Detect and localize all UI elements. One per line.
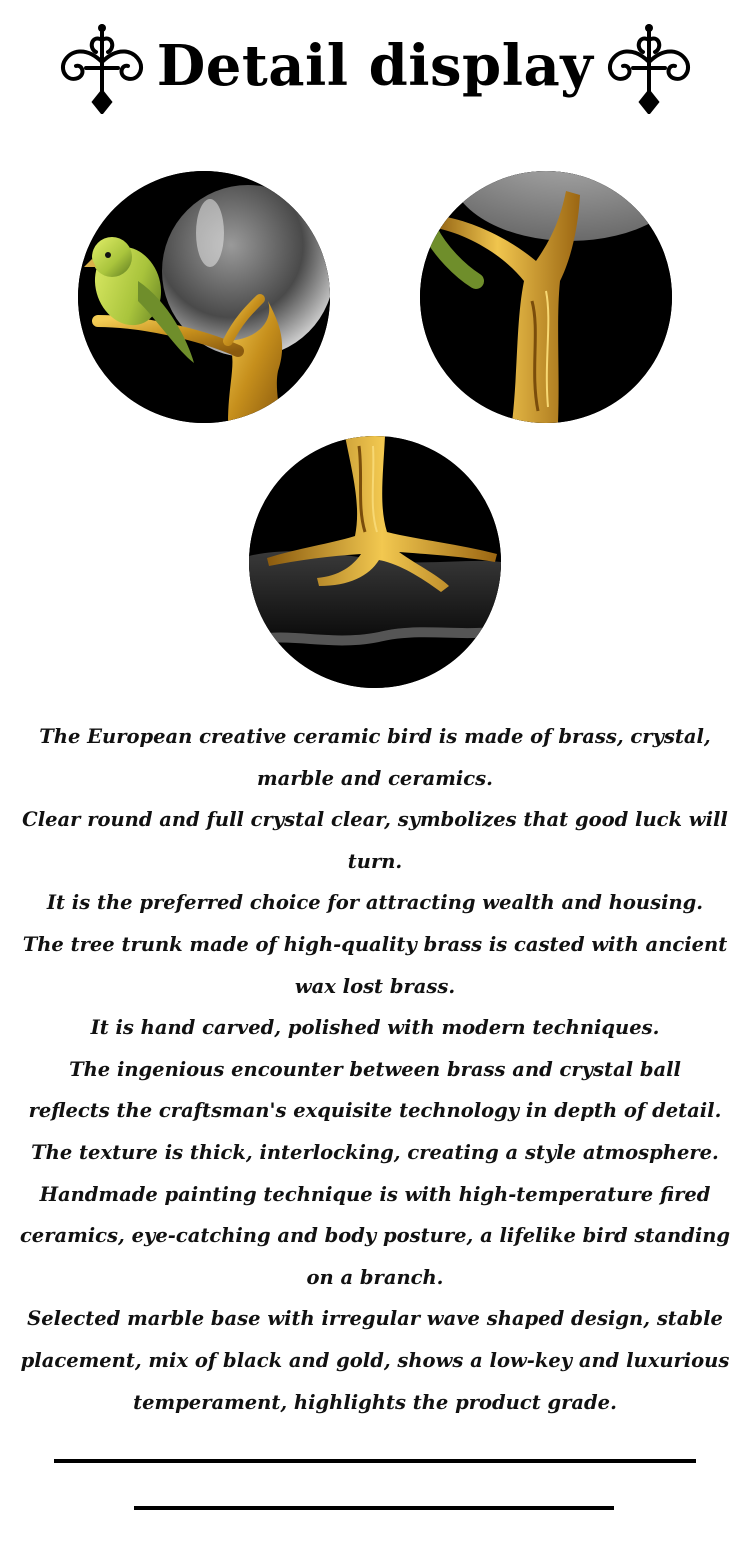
page-title: Detail display [156,33,594,99]
description-line: The European creative ceramic bird is made of brass, crystal, [39,725,711,748]
header [0,22,750,118]
detail-photo-trunk [420,171,672,423]
divider [134,1506,614,1510]
description-line: The ingenious encounter between brass and crystal ball [69,1057,681,1081]
fleur-de-lis-icon [603,22,695,114]
description-line: on a branch. [306,1265,444,1289]
fleur-de-lis-icon [56,22,148,114]
description-line: ceramics, eye-catching and body posture, a lifelike bird standing [19,1224,731,1248]
description-line: temperament, highlights the product grade. [133,1390,617,1414]
description-line: marble and ceramics. [257,766,493,790]
description-line: Clear round and full crystal clear, symbolizes that good luck will [22,808,728,832]
description-line: It is the preferred choice for attracting wealth and housing. [46,891,704,915]
description-line: The tree trunk made of high-quality brass is casted with ancient [22,932,728,956]
description-line: placement, mix of black and gold, shows a low-key and luxurious [20,1348,730,1372]
description-line: It is hand carved, polished with modern techniques. [90,1016,660,1040]
description-line: Selected marble base with irregular wave shaped design, stable [27,1307,723,1331]
detail-photo-base [249,436,501,688]
divider [54,1459,696,1463]
description-line: turn. [347,849,403,873]
detail-photo-bird [78,171,330,423]
description-line: The texture is thick, interlocking, creating a style atmosphere. [31,1140,719,1164]
description-line: reflects the craftsman's exquisite technology in depth of detail. [28,1099,722,1123]
product-description [8,716,742,1423]
description-line: Handmade painting technique is with high-temperature fired [39,1182,711,1206]
description-line: wax lost brass. [294,974,456,998]
